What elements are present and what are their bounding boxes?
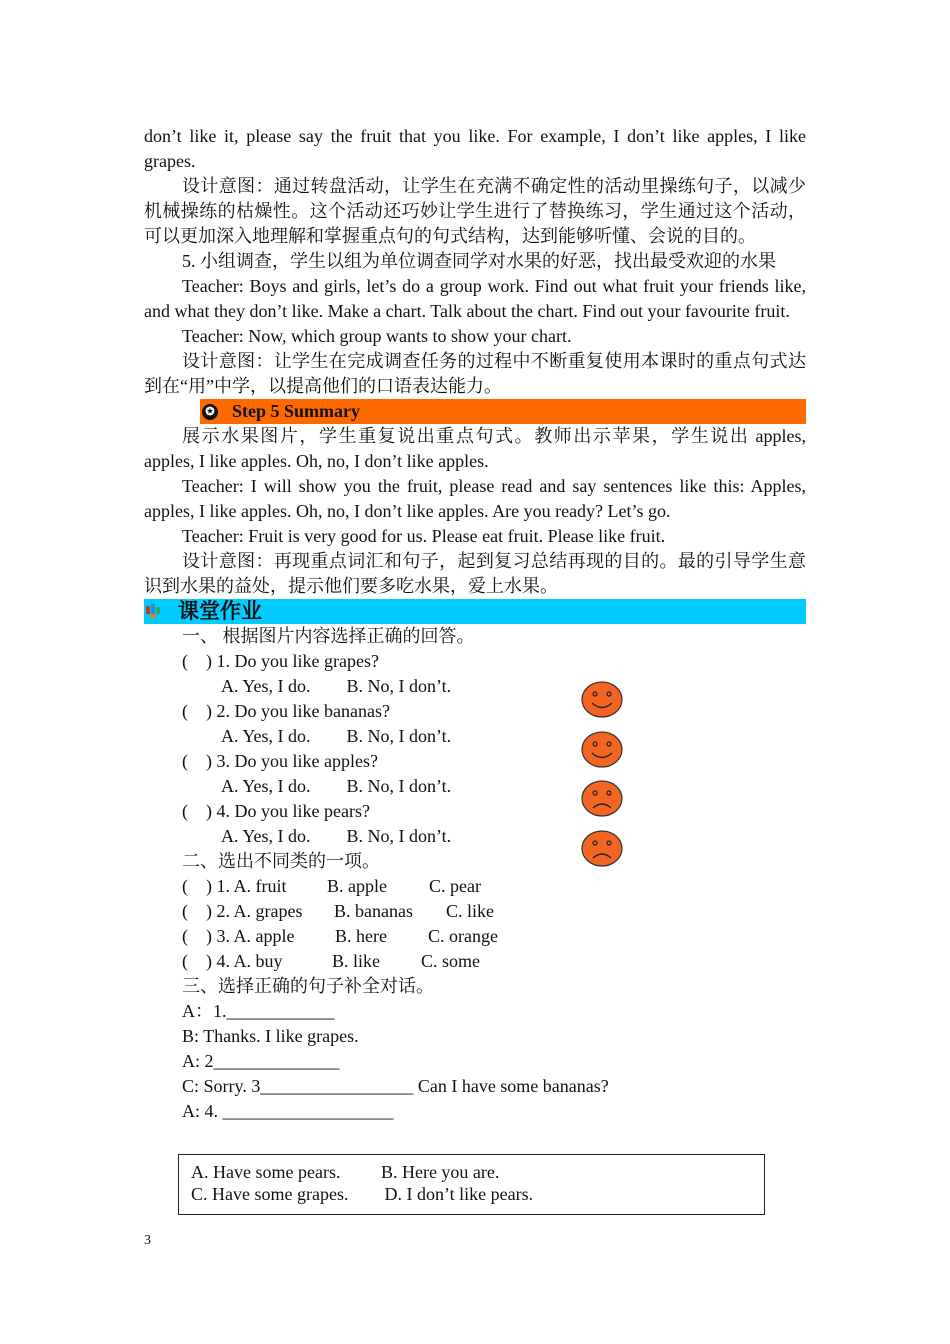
teacher-paragraph: Teacher: Boys and girls, let’s do a group work. Find out what fruit your friends like, and what they don’t like. Make a chart. Talk about the chart. Find out your favourite fruit.	[144, 276, 806, 321]
odd-one-out-b: B. here	[335, 926, 387, 946]
odd-one-out-b: B. like	[332, 951, 380, 971]
teacher-paragraph: Teacher: I will show you the fruit, please read and say sentences like this: Apples, apples, I like apples. Oh, no, I don’t like apples. Are you ready? Let’s go.	[144, 476, 806, 521]
sad-face-icon	[581, 780, 623, 817]
step5-summary-bar	[200, 399, 806, 424]
homework-bar	[144, 599, 806, 624]
design-intent-paragraph: 设计意图：通过转盘活动，让学生在充满不确定性的活动里操练句子，以减少机械操练的枯燥性。这个活动还巧妙让学生进行了替换练习，学生通过这个活动，可以更加深入地理解和掌握重点句的句式结构，达到能够听懂、会说的目的。	[144, 176, 806, 246]
sad-face-icon	[581, 830, 623, 867]
smiley-face-icon	[581, 681, 623, 718]
question-3: ( ) 3. Do you like apples?	[182, 751, 378, 771]
odd-one-out-row	[144, 924, 806, 949]
summary-paragraph: 展示水果图片，学生重复说出重点句式。教师出示苹果，学生说出 apples, apples, I like apples. Oh, no, I don’t like apples.	[144, 426, 806, 471]
odd-one-out-c: C. orange	[428, 926, 498, 946]
smiley-face-icon	[581, 731, 623, 768]
dialogue-line: B: Thanks. I like grapes.	[182, 1026, 359, 1046]
dialogue-line: C: Sorry. 3_________________ Can I have some bananas?	[182, 1076, 609, 1096]
odd-one-out-c: C. some	[421, 951, 481, 971]
page-number: 3	[144, 1233, 151, 1248]
odd-one-out-a: ( ) 2. A. grapes	[182, 901, 303, 921]
odd-one-out-c: C. pear	[429, 876, 481, 896]
odd-one-out-b: B. bananas	[334, 901, 413, 921]
question-4-options: A. Yes, I do. B. No, I don’t.	[221, 826, 452, 846]
question-2-options: A. Yes, I do. B. No, I don’t.	[221, 726, 452, 746]
question-2: ( ) 2. Do you like bananas?	[182, 701, 390, 721]
odd-one-out-c: C. like	[446, 901, 494, 921]
question-3-options: A. Yes, I do. B. No, I don’t.	[221, 776, 452, 796]
answer-options-box	[178, 1154, 765, 1215]
odd-one-out-a: ( ) 4. A. buy	[182, 951, 283, 971]
section3-heading: 三、选择正确的句子补全对话。	[182, 976, 434, 996]
teacher-paragraph: Teacher: Fruit is very good for us. Please eat fruit. Please like fruit.	[182, 526, 666, 546]
step5-title: Step 5 Summary	[232, 401, 361, 421]
odd-one-out-a: ( ) 3. A. apple	[182, 926, 295, 946]
answer-options-row: A. Have some pears. B. Here you are.	[191, 1162, 500, 1182]
odd-one-out-a: ( ) 1. A. fruit	[182, 876, 287, 896]
section2-heading: 二、选出不同类的一项。	[182, 851, 380, 871]
design-intent-paragraph: 设计意图：再现重点词汇和句子，起到复习总结再现的目的。最的引导学生意识到水果的益处，提示他们要多吃水果，爱上水果。	[144, 551, 806, 596]
dialogue-line: A: 2______________	[182, 1051, 340, 1071]
section1-heading: 一、 根据图片内容选择正确的回答。	[182, 626, 475, 646]
question-4: ( ) 4. Do you like pears?	[182, 801, 370, 821]
odd-one-out-b: B. apple	[327, 876, 387, 896]
question-1-options: A. Yes, I do. B. No, I don’t.	[221, 676, 452, 696]
group-survey-heading: 5. 小组调查，学生以组为单位调查同学对水果的好恶，找出最受欢迎的水果	[182, 251, 776, 271]
answer-options-row: C. Have some grapes. D. I don’t like pears.	[191, 1184, 534, 1204]
chart-arrow-icon	[146, 604, 160, 620]
teacher-paragraph: Teacher: Now, which group wants to show your chart.	[182, 326, 572, 346]
odd-one-out-row	[144, 899, 806, 924]
document-page	[144, 124, 806, 1124]
star-badge-icon: ✪	[202, 404, 218, 420]
odd-one-out-row	[144, 949, 806, 974]
dialogue-line: A: 4. ___________________	[182, 1101, 394, 1121]
dialogue-line: A：1.____________	[182, 1001, 335, 1021]
odd-one-out-row	[144, 874, 806, 899]
design-intent-paragraph: 设计意图：让学生在完成调查任务的过程中不断重复使用本课时的重点句式达到在“用”中学，以提高他们的口语表达能力。	[144, 351, 806, 396]
paragraph: don’t like it, please say the fruit that you like. For example, I don’t like apples, I like grapes.	[144, 126, 806, 171]
homework-title: 课堂作业	[178, 599, 262, 623]
question-1: ( ) 1. Do you like grapes?	[182, 651, 379, 671]
